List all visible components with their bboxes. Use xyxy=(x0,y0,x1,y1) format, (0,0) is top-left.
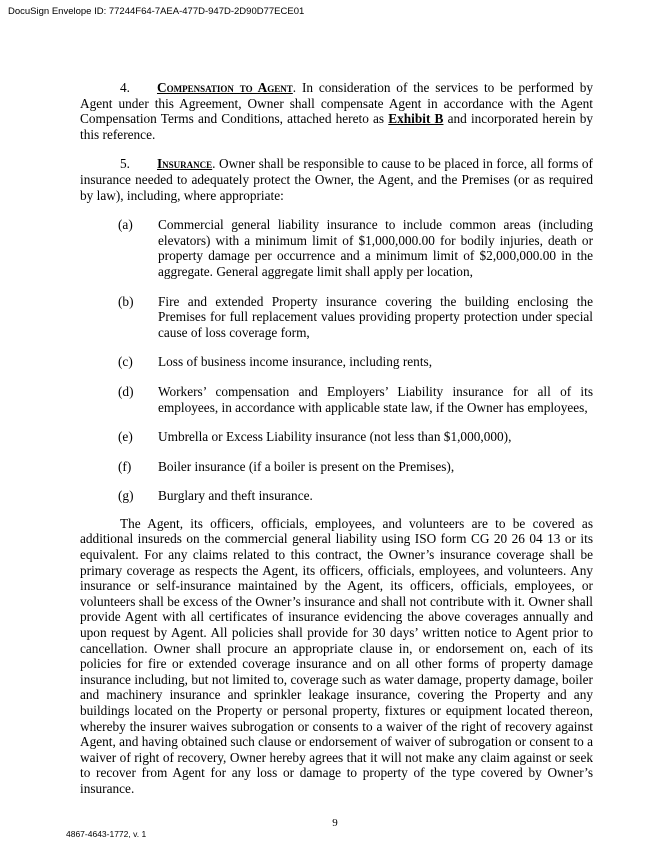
list-item-text: Burglary and theft insurance. xyxy=(158,488,313,504)
section-5 xyxy=(80,156,593,203)
document-body xyxy=(80,80,593,797)
docusign-envelope-id: DocuSign Envelope ID: 77244F64-7AEA-477D-947D-2D90D77ECE01 xyxy=(8,6,305,17)
closing-paragraph: The Agent, its officers, officials, employees, and volunteers are to be covered as additional insureds on the commercial general liability using ISO form CG 20 26 04 13 or its equivalent. For any claims related to this contract, the Owner’s insurance coverage shall be primary coverage as respects the Agent, its officers, officials, employees, and volunteers. Any insurance or self-insurance maintained by the Agent, its officers, officials, employees, or volunteers shall be excess of the Owner’s insurance and shall not contribute with it. Owner shall provide Agent with all certificates of insurance evidencing the above coverages annually and upon request by Agent. All policies shall provide for 30 days’ written notice to Agent prior to cancellation. Owner shall procure an appropriate clause in, or endorsement on, each of its policies for fire or extended coverage insurance and on all other forms of property damage insurance including, but not limited to, coverage such as water damage, property damage, boiler and machinery insurance and sprinkler leakage insurance, covering the Property and any buildings located on the Property or personal property, fixtures or equipment located thereon, whereby the insurer waives subrogation or consents to a waiver of the right of recovery against Agent, and having obtained such clause or endorsement of waiver of subrogation or consent to a waiver of right of recovery, Owner hereby agrees that it will not make any claim against or seek to recover from Agent for any loss or damage to property of the type covered by Owner’s insurance. xyxy=(80,515,593,796)
list-item xyxy=(80,217,593,279)
list-item-text: Loss of business income insurance, including rents, xyxy=(158,354,433,370)
section-4-text-before: . In consideration of the services to be performed by Agent under this Agreement, Owner shall compensate Agent in accordance with the Agent Compensation Terms and Conditions, attached hereto as xyxy=(80,80,593,127)
list-item-text: Fire and extended Property insurance covering the building enclosing the Premises for full replacement values providing property protection under special cause of loss coverage form, xyxy=(158,293,593,340)
list-item xyxy=(80,488,593,504)
list-item-label: (f) xyxy=(118,458,132,474)
list-item xyxy=(80,459,593,475)
section-5-number: 5. xyxy=(120,156,130,172)
list-item-label: (e) xyxy=(118,429,133,445)
section-4 xyxy=(80,80,593,142)
list-item-text: Workers’ compensation and Employers’ Liability insurance for all of its employees, in accordance with applicable state law, if the Owner has employees, xyxy=(158,383,593,415)
section-4-heading: Compensation to Agent xyxy=(156,80,293,95)
section-5-heading: Insurance xyxy=(156,156,213,172)
list-item-label: (g) xyxy=(118,488,134,504)
list-item xyxy=(80,294,593,341)
document-footer-id: 4867-4643-1772, v. 1 xyxy=(66,829,147,839)
section-4-number: 4. xyxy=(120,80,130,95)
exhibit-b-reference: Exhibit B xyxy=(388,111,444,127)
list-item-label: (b) xyxy=(118,293,134,309)
list-item-text: Boiler insurance (if a boiler is present on the Premises), xyxy=(158,458,455,474)
page-number: 9 xyxy=(332,817,338,829)
list-item-text: Commercial general liability insurance to include common areas (including elevators) with a minimum limit of $1,000,000.00 for bodily injuries, death or property damage per occurrence and a minimum limit of $2,000,000.00 in the aggregate. General aggregate limit shall apply per location, xyxy=(158,217,593,279)
list-item-label: (a) xyxy=(118,217,133,233)
list-item-label: (d) xyxy=(118,383,134,399)
list-item xyxy=(80,354,593,370)
section-5-text: . Owner shall be responsible to cause to be placed in force, all forms of insurance needed to adequately protect the Owner, the Agent, and the Premises (or as required by law), including, where appropriate: xyxy=(80,156,593,203)
list-item-label: (c) xyxy=(118,354,133,370)
list-item xyxy=(80,384,593,415)
list-item xyxy=(80,429,593,445)
insurance-list xyxy=(80,217,593,504)
section-4-text-after: and incorporated herein by this reference. xyxy=(80,111,594,142)
list-item-text: Umbrella or Excess Liability insurance (not less than $1,000,000), xyxy=(158,429,512,445)
